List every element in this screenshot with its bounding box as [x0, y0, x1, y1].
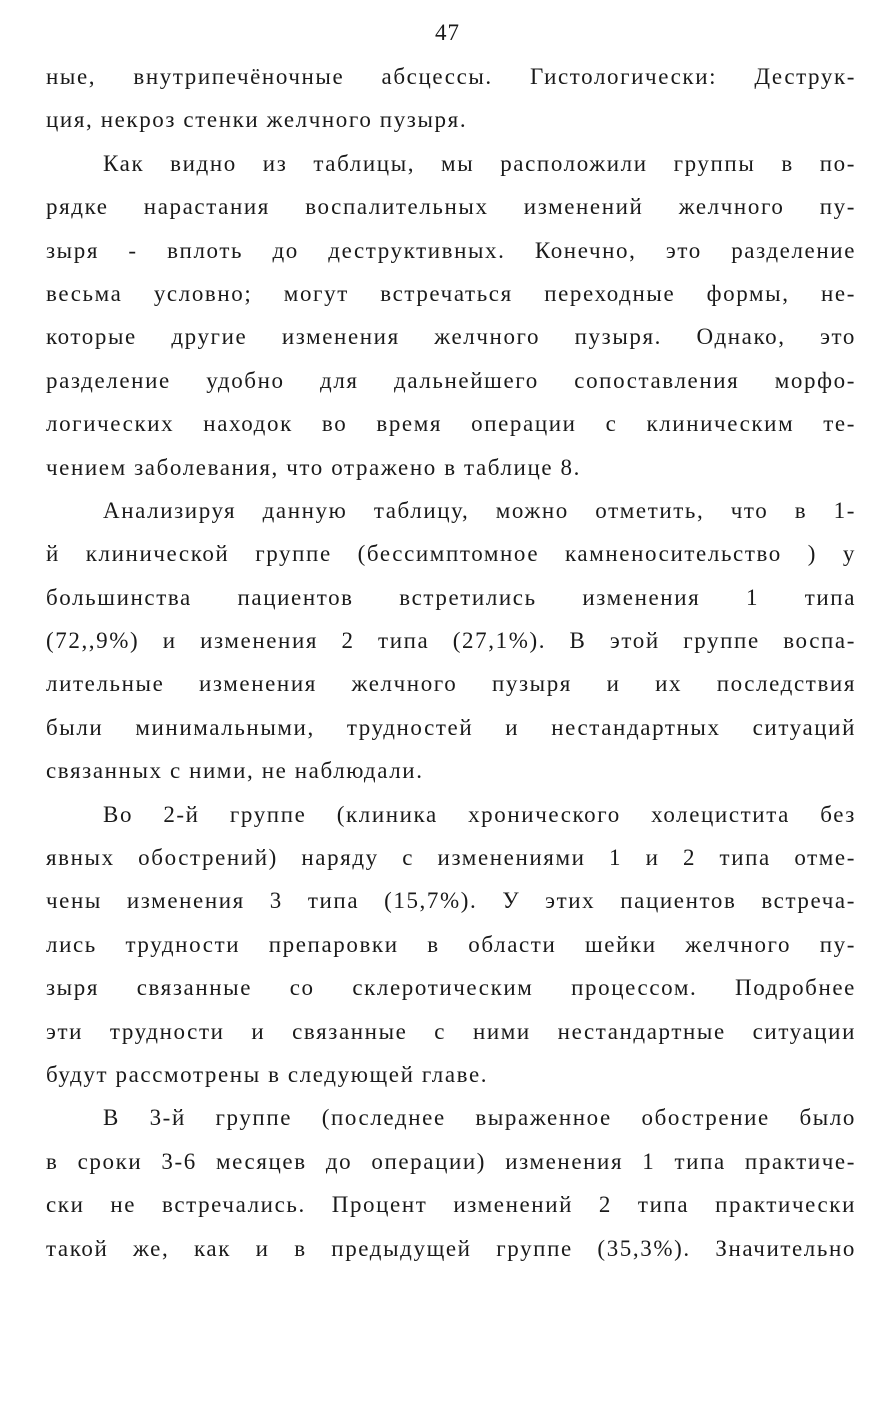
text-line: будут рассмотрены в следующей главе.	[46, 1061, 489, 1087]
text-line: Во 2-й группе (клиника хронического холецистита без	[103, 801, 856, 827]
text-line: зыря - вплоть до деструктивных. Конечно, это разделение	[46, 237, 856, 263]
paragraph	[46, 1096, 856, 1270]
text-line: В 3-й группе (последнее выраженное обострение было	[103, 1105, 856, 1131]
text-line: такой же, как и в предыдущей группе (35,3%). Значительно	[46, 1235, 856, 1261]
text-line: эти трудности и связанные с ними нестандартные ситуации	[46, 1018, 856, 1044]
page-number: 47	[435, 20, 460, 45]
text-line: й клинической группе (бессимптомное камненосительство ) у	[46, 541, 856, 567]
text-line: чением заболевания, что отражено в таблице 8.	[46, 454, 581, 480]
text-line: ция, некроз стенки желчного пузыря.	[46, 107, 468, 133]
text-line: ски не встречались. Процент изменений 2 типа практически	[46, 1192, 856, 1218]
paragraph	[46, 55, 856, 142]
paragraph	[46, 793, 856, 1097]
text-line: явных обострений) наряду с изменениями 1 и 2 типа отме-	[46, 845, 856, 871]
text-line: лись трудности препаровки в области шейки желчного пу-	[46, 931, 856, 957]
text-line: логических находок во время операции с клиническим те-	[46, 411, 856, 437]
text-line: большинства пациентов встретились изменения 1 типа	[46, 584, 856, 610]
text-line: весьма условно; могут встречаться переходные формы, не-	[46, 280, 856, 306]
text-line: разделение удобно для дальнейшего сопоставления морфо-	[46, 367, 856, 393]
text-line: лительные изменения желчного пузыря и их последствия	[46, 671, 856, 697]
text-line: чены изменения 3 типа (15,7%). У этих пациентов встреча-	[46, 888, 856, 914]
text-line: зыря связанные со склеротическим процессом. Подробнее	[46, 975, 856, 1001]
text-line: ные, внутрипечёночные абсцессы. Гистологически: Деструк-	[46, 64, 856, 89]
text-line: были минимальными, трудностей и нестандартных ситуаций	[46, 714, 856, 740]
text-line: рядке нарастания воспалительных изменений желчного пу-	[46, 194, 856, 220]
text-line: Как видно из таблицы, мы расположили группы в по-	[103, 150, 856, 176]
text-line: (72,,9%) и изменения 2 типа (27,1%). В этой группе воспа-	[46, 628, 856, 654]
paragraph	[46, 142, 856, 489]
text-line: в сроки 3-6 месяцев до операции) изменения 1 типа практиче-	[46, 1148, 856, 1174]
text-line: Анализируя данную таблицу, можно отметить, что в 1-	[103, 497, 856, 523]
text-line: которые другие изменения желчного пузыря. Однако, это	[46, 324, 856, 350]
body-text	[46, 55, 856, 1270]
text-line: связанных с ними, не наблюдали.	[46, 758, 424, 784]
paragraph	[46, 489, 856, 793]
